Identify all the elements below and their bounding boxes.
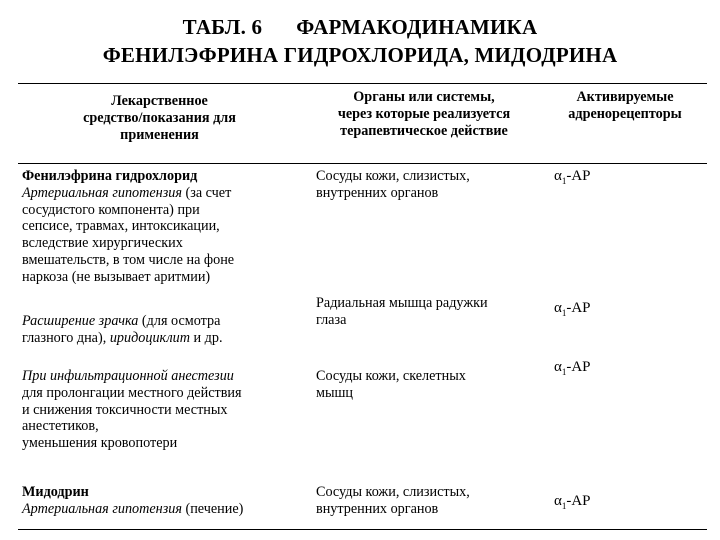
row3-organs: Сосуды кожи, скелетных мышц bbox=[316, 368, 466, 401]
table-number: ТАБЛ. 6 bbox=[182, 15, 263, 39]
row2-drug-cell: Расширение зрачка (для осмотра глазного дна), иридоциклит и др. bbox=[22, 313, 223, 346]
row4-drug-cell: Мидодрин Артериальная гипотензия (печение) bbox=[22, 484, 304, 518]
indication: При инфильтрационной анестезии bbox=[22, 368, 234, 384]
indication: Артериальная гипотензия bbox=[22, 184, 182, 201]
row1-drug-cell: Фенилэфрина гидрохлорид Артериальная гипотензия (за счет сосудистого компонента) при сепсисе, травмах, интоксикации, вследствие хирургических вмешательств, в том числе на фоне наркоза (не вызывает аритмии) bbox=[22, 168, 304, 286]
title-main: ФАРМАКОДИНАМИКА bbox=[296, 15, 538, 39]
header-drug: Лекарственное средство/показания для применения bbox=[83, 93, 236, 143]
indication: Артериальная гипотензия bbox=[22, 500, 182, 517]
header-bottom-border bbox=[18, 163, 707, 164]
row4-receptor: $\alpha_1-АР$ bbox=[554, 493, 591, 511]
header-receptors: Активируемые адренорецепторы bbox=[568, 89, 682, 122]
pharmacodynamics-table bbox=[18, 83, 707, 530]
row1-receptor: $\alpha_1-АР$ bbox=[554, 168, 591, 186]
page-title-line2: ФЕНИЛЭФРИНА ГИДРОХЛОРИДА, МИДОДРИНА bbox=[102, 43, 618, 67]
row2-receptor: $\alpha_1-АР$ bbox=[554, 300, 591, 318]
row3-receptor: $\alpha_1-АР$ bbox=[554, 359, 591, 377]
row1-organs: Сосуды кожи, слизистых, внутренних органов bbox=[316, 168, 470, 201]
indication: Расширение зрачка bbox=[22, 313, 139, 329]
table-bottom-border bbox=[18, 529, 707, 530]
drug-name: Мидодрин bbox=[22, 484, 89, 500]
row2-organs: Радиальная мышца радужки глаза bbox=[316, 295, 488, 328]
table-top-border bbox=[18, 83, 707, 84]
row3-drug-cell: При инфильтрационной анестезии для пролонгации местного действия и снижения токсичности местных анестетиков, уменьшения кровопотери bbox=[22, 368, 304, 452]
row4-organs: Сосуды кожи, слизистых, внутренних органов bbox=[316, 484, 470, 517]
drug-name: Фенилэфрина гидрохлорид bbox=[22, 168, 198, 184]
header-organs: Органы или системы, через которые реализуется терапевтическое действие bbox=[337, 89, 511, 139]
page-title-line1 bbox=[0, 14, 720, 40]
